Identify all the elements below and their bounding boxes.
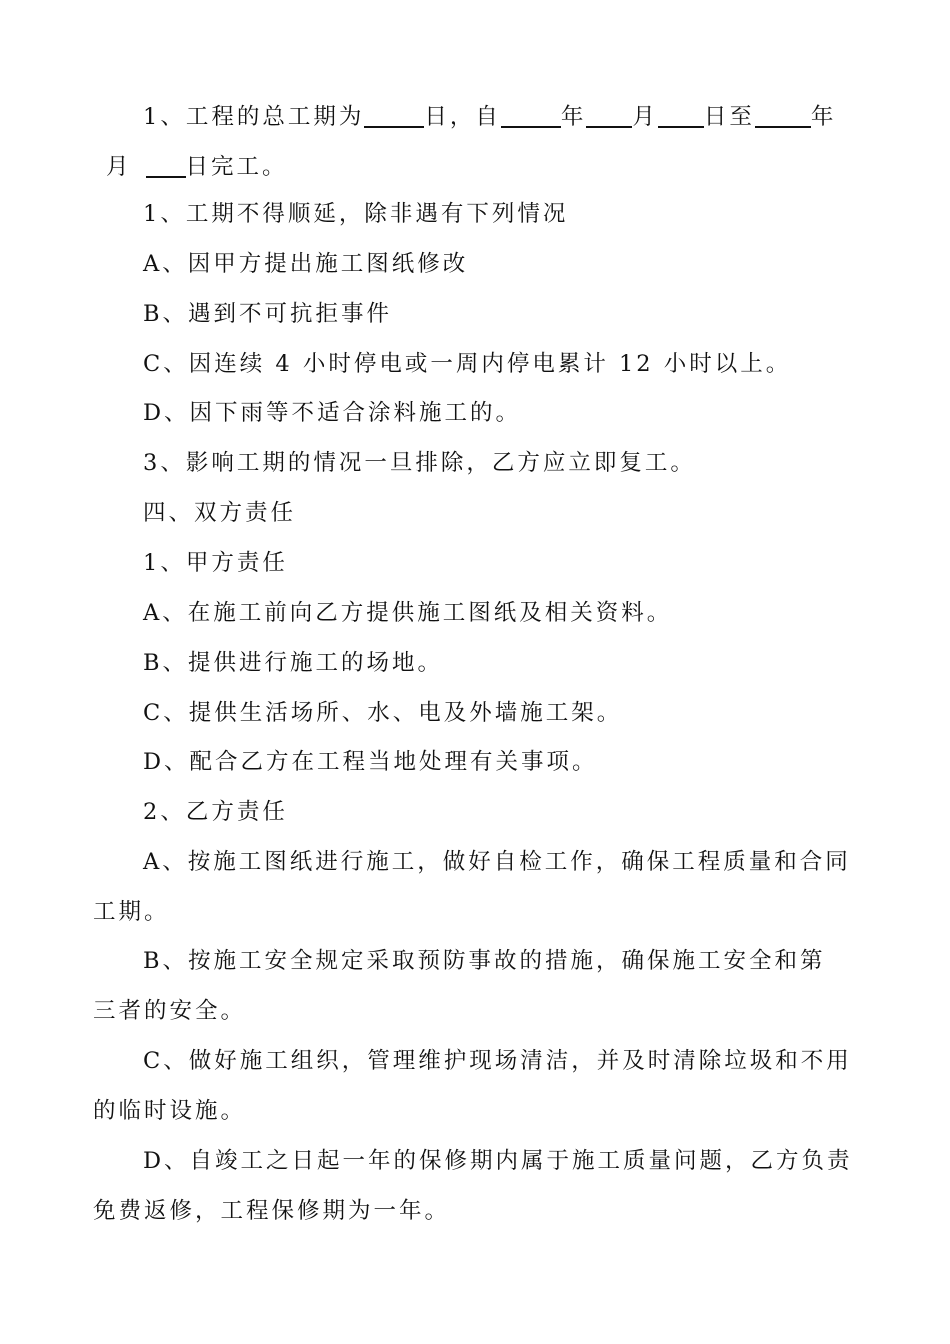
- total-days-blank[interactable]: [364, 100, 424, 128]
- party-a-item-b: B、提供进行施工的场地。: [143, 650, 444, 676]
- party-a-item-c: C、提供生活场所、水、电及外墙施工架。: [143, 700, 623, 726]
- unit-month-start: 月: [632, 104, 658, 130]
- subheading-party-a: 1、甲方责任: [143, 550, 288, 576]
- start-year-blank[interactable]: [501, 100, 561, 128]
- party-b-item-b-line-1: B、按施工安全规定采取预防事故的措施，确保施工安全和第: [143, 948, 826, 974]
- party-b-item-c-line-2: 的临时设施。: [93, 1098, 247, 1124]
- unit-year-start: 年: [560, 104, 587, 130]
- party-b-item-b-line-2: 三者的安全。: [93, 998, 247, 1024]
- party-b-item-a-line-2: 工期。: [93, 899, 170, 925]
- end-year-blank[interactable]: [755, 100, 811, 128]
- schedule-clause-line-1: [143, 100, 857, 132]
- section-heading-responsibilities: 四、双方责任: [143, 500, 297, 526]
- unit-month-end: 月: [106, 154, 132, 180]
- schedule-prefix: 1、工程的总工期为: [143, 104, 365, 130]
- subheading-party-b: 2、乙方责任: [143, 799, 288, 825]
- party-a-item-d: D、配合乙方在工程当地处理有关事项。: [143, 749, 598, 775]
- unit-year-end: 年: [810, 104, 837, 130]
- start-month-blank[interactable]: [586, 100, 632, 128]
- party-a-item-a: A、在施工前向乙方提供施工图纸及相关资料。: [143, 600, 673, 626]
- clause-delay-conditions: 1、工期不得顺延，除非遇有下列情况: [143, 201, 569, 227]
- clause-delay-c: C、因连续 4 小时停电或一周内停电累计 12 小时以上。: [143, 351, 792, 377]
- end-day-blank[interactable]: [146, 150, 186, 178]
- party-b-item-d-line-2: 免费返修，工程保修期为一年。: [93, 1198, 451, 1224]
- schedule-clause-line-2: [106, 150, 870, 182]
- clause-resume-work: 3、影响工期的情况一旦排除，乙方应立即复工。: [143, 450, 696, 476]
- party-b-item-a-line-1: A、按施工图纸进行施工，做好自检工作，确保工程质量和合同: [143, 849, 851, 875]
- clause-delay-a: A、因甲方提出施工图纸修改: [143, 251, 469, 277]
- clause-delay-b: B、遇到不可抗拒事件: [143, 301, 393, 327]
- start-day-blank[interactable]: [658, 100, 704, 128]
- party-b-item-c-line-1: C、做好施工组织，管理维护现场清洁，并及时清除垃圾和不用: [143, 1048, 852, 1074]
- schedule-suffix: 日完工。: [185, 154, 288, 180]
- party-b-item-d-line-1: D、自竣工之日起一年的保修期内属于施工质量问题，乙方负责: [143, 1148, 853, 1174]
- unit-day-from: 日，自: [424, 104, 501, 130]
- unit-day-to: 日至: [703, 104, 755, 130]
- clause-delay-d: D、因下雨等不适合涂料施工的。: [143, 400, 522, 426]
